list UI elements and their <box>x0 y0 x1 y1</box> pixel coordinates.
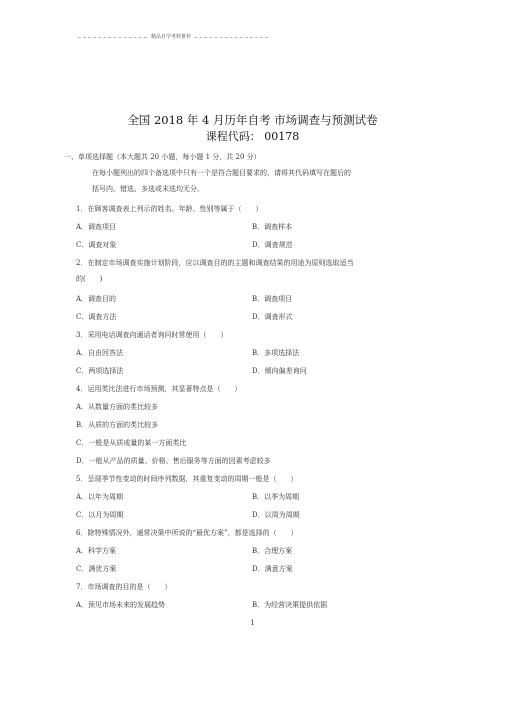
option: A．自由回答法 <box>76 349 124 357</box>
option: D．一般从产品的质量、价格、售后服务等方面的因素考虑较多 <box>76 457 271 465</box>
option: C．调查对象 <box>76 241 117 249</box>
course-code: 课程代码： 00178 <box>205 130 300 143</box>
option: D．以周为周期 <box>252 511 300 519</box>
section-instruction-cont: 括号内。错选、多选或未选均无分。 <box>92 185 204 193</box>
option: B．调查项目 <box>252 295 293 303</box>
question-stem: 2．在制定市场调查实施计划阶段，应以调查目的的主题和调查结果的用途为原则选取适当 <box>76 259 354 267</box>
option: D．调查规范 <box>252 241 293 249</box>
option: B．以季为周期 <box>252 493 300 501</box>
option: C．两项选择法 <box>76 367 124 375</box>
option: A．从数量方面的类比较多 <box>76 403 159 411</box>
section-instruction: 在每小题列出的四个备选项中只有一个是符合题目要求的，请将其代码填写在题后的 <box>92 169 351 177</box>
section-heading: 一、单项选择题（本大题共 20 小题，每小题 1 分，共 20 分） <box>64 153 261 161</box>
option: A．调查目的 <box>76 295 117 303</box>
option: A．科学方案 <box>76 547 117 555</box>
option: C．满优方案 <box>76 565 117 573</box>
option: D．满意方案 <box>252 565 293 573</box>
option: B．调查样本 <box>252 223 293 231</box>
question-stem: 1．在顾客调查表上列示的姓名、年龄、性别等属于（ ） <box>76 205 263 213</box>
option: C．一般是从质或量的某一方面类比 <box>76 439 187 447</box>
question-stem: 3．采用电话调查向通话者询问时常使用（ ） <box>76 331 228 339</box>
page-number: 1 <box>250 619 255 627</box>
page-title: 全国 2018 年 4 月历年自考 市场调查与预测试卷 <box>127 113 378 127</box>
option: C．调查方法 <box>76 313 117 321</box>
question-stem: 6．除特殊情况外，通常决策中所说的“最优方案”，都是选择的（ ） <box>76 529 298 537</box>
option: A．以年为周期 <box>76 493 124 501</box>
question-stem: 5．呈现季节性变动的时间序列数据，其重复变动的周期一般是（ ） <box>76 475 298 483</box>
question-stem: 4．运用类比法进行市场预测，其显著特点是（ ） <box>76 385 242 393</box>
question-stem: 7．市场调查的目的是（ ） <box>76 583 172 591</box>
option: B．多项选择法 <box>252 349 300 357</box>
option: A．预见市场未来的发展趋势 <box>76 601 166 609</box>
option: B．从质的方面的类比较多 <box>76 421 159 429</box>
option: C．以月为周期 <box>76 511 124 519</box>
header-text: 精品自学考料推荐 <box>148 33 194 40</box>
option: D．调查形式 <box>252 313 293 321</box>
option: B．为经营决策提供依据 <box>252 601 328 609</box>
question-stem-cont: 的( ) <box>76 275 103 283</box>
option: D．倾向偏差询问 <box>252 367 307 375</box>
option: B．合理方案 <box>252 547 293 555</box>
option: A．调查项目 <box>76 223 117 231</box>
